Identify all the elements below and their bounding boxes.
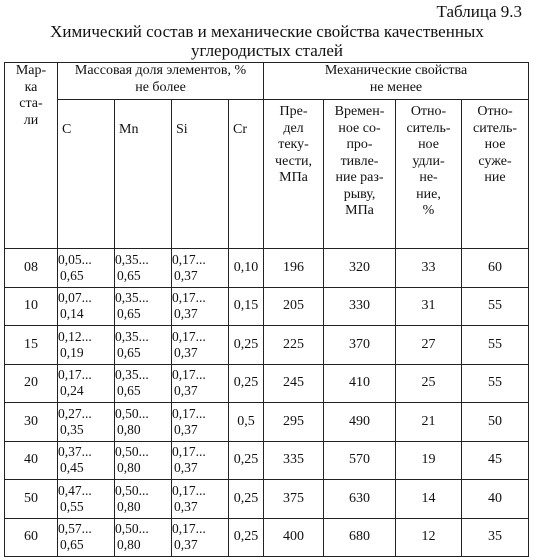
table-row [5, 287, 529, 326]
range-high: 0,80 [117, 460, 141, 476]
table-row [5, 364, 529, 403]
cell-cr: 0,25 [229, 364, 264, 403]
cell-mn [115, 287, 172, 326]
cell-tensile: 570 [324, 441, 396, 480]
cell-tensile: 490 [324, 403, 396, 442]
range-high: 0,14 [60, 306, 84, 322]
range-high: 0,65 [60, 537, 84, 553]
table-row [5, 249, 529, 288]
cell-yield: 196 [264, 249, 324, 288]
range-high: 0,19 [60, 344, 84, 360]
range-high: 0,37 [174, 421, 198, 437]
table-title [0, 22, 534, 60]
cell-c [58, 403, 115, 442]
cell-tensile: 680 [324, 518, 396, 557]
table-row [5, 480, 529, 519]
header-yield-strength: Пре- дел теку- чести, МПа [264, 100, 324, 249]
cell-yield: 400 [264, 518, 324, 557]
range-low: 0,57... [58, 521, 92, 537]
header-element-c: C [58, 100, 115, 249]
range-high: 0,55 [60, 498, 84, 514]
range-high: 0,65 [60, 267, 84, 283]
cell-elongation: 14 [396, 480, 462, 519]
cell-si [172, 364, 229, 403]
cell-mn [115, 364, 172, 403]
cell-reduction: 45 [462, 441, 529, 480]
range-high: 0,24 [60, 383, 84, 399]
cell-reduction: 35 [462, 518, 529, 557]
range-low: 0,17... [172, 367, 206, 383]
range-high: 0,35 [60, 421, 84, 437]
table-row [5, 326, 529, 365]
cell-cr: 0,25 [229, 441, 264, 480]
cell-tensile: 320 [324, 249, 396, 288]
table-row [5, 518, 529, 557]
range-high: 0,37 [174, 460, 198, 476]
header-elongation: Отно- ситель- ное удли- не- ние, % [396, 100, 462, 249]
cell-elongation: 19 [396, 441, 462, 480]
table-title-line: углеродистых сталей [190, 41, 344, 60]
range-low: 0,35... [115, 251, 149, 267]
cell-elongation: 27 [396, 326, 462, 365]
range-low: 0,47... [58, 482, 92, 498]
cell-c [58, 441, 115, 480]
header-element-cr: Cr [229, 100, 264, 249]
cell-cr: 0,25 [229, 480, 264, 519]
cell-grade: 30 [5, 403, 58, 442]
cell-cr: 0,25 [229, 326, 264, 365]
cell-cr: 0,15 [229, 287, 264, 326]
header-elements-group: Массовая доля элементов, % не более [58, 63, 264, 100]
cell-tensile: 630 [324, 480, 396, 519]
range-high: 0,37 [174, 344, 198, 360]
cell-si [172, 480, 229, 519]
range-low: 0,35... [115, 290, 149, 306]
cell-reduction: 50 [462, 403, 529, 442]
range-low: 0,37... [58, 444, 92, 460]
range-low: 0,50... [115, 405, 149, 421]
cell-elongation: 21 [396, 403, 462, 442]
cell-grade: 60 [5, 518, 58, 557]
cell-mn [115, 518, 172, 557]
header-mechanical-group: Механические свойства не менее [264, 63, 529, 100]
range-low: 0,12... [58, 328, 92, 344]
range-high: 0,80 [117, 498, 141, 514]
cell-yield: 245 [264, 364, 324, 403]
range-high: 0,37 [174, 498, 198, 514]
cell-yield: 335 [264, 441, 324, 480]
header-element-mn: Mn [115, 100, 172, 249]
cell-cr: 0,10 [229, 249, 264, 288]
cell-cr: 0,25 [229, 518, 264, 557]
range-low: 0,17... [172, 251, 206, 267]
cell-c [58, 518, 115, 557]
range-low: 0,17... [172, 405, 206, 421]
range-low: 0,27... [58, 405, 92, 421]
cell-reduction: 55 [462, 364, 529, 403]
range-low: 0,17... [172, 328, 206, 344]
cell-yield: 225 [264, 326, 324, 365]
header-tensile-strength: Времен- ное со- про- тивле- ние раз- рыву, МПа [324, 100, 396, 249]
cell-grade: 40 [5, 441, 58, 480]
steel-properties-table [4, 62, 529, 557]
header-reduction: Отно- ситель- ное суже- ние [462, 100, 529, 249]
cell-mn [115, 441, 172, 480]
range-low: 0,17... [172, 482, 206, 498]
range-low: 0,50... [115, 521, 149, 537]
table-row [5, 403, 529, 442]
cell-reduction: 55 [462, 287, 529, 326]
cell-si [172, 518, 229, 557]
range-high: 0,37 [174, 306, 198, 322]
range-high: 0,37 [174, 267, 198, 283]
cell-tensile: 370 [324, 326, 396, 365]
cell-si [172, 441, 229, 480]
cell-mn [115, 326, 172, 365]
range-high: 0,80 [117, 421, 141, 437]
table-title-line: Химический состав и механические свойства качественных [50, 22, 484, 41]
range-high: 0,65 [117, 344, 141, 360]
cell-yield: 295 [264, 403, 324, 442]
range-high: 0,37 [174, 537, 198, 553]
cell-si [172, 287, 229, 326]
range-low: 0,05... [58, 251, 92, 267]
cell-tensile: 330 [324, 287, 396, 326]
cell-mn [115, 480, 172, 519]
range-low: 0,07... [58, 290, 92, 306]
cell-elongation: 33 [396, 249, 462, 288]
range-high: 0,80 [117, 537, 141, 553]
cell-c [58, 249, 115, 288]
range-high: 0,37 [174, 383, 198, 399]
range-high: 0,45 [60, 460, 84, 476]
cell-elongation: 12 [396, 518, 462, 557]
range-low: 0,35... [115, 328, 149, 344]
table-row [5, 441, 529, 480]
cell-cr: 0,5 [229, 403, 264, 442]
cell-grade: 08 [5, 249, 58, 288]
cell-si [172, 249, 229, 288]
cell-grade: 10 [5, 287, 58, 326]
range-low: 0,50... [115, 482, 149, 498]
cell-c [58, 480, 115, 519]
range-low: 0,17... [58, 367, 92, 383]
cell-c [58, 326, 115, 365]
range-low: 0,35... [115, 367, 149, 383]
cell-yield: 205 [264, 287, 324, 326]
cell-si [172, 403, 229, 442]
range-low: 0,17... [172, 444, 206, 460]
cell-elongation: 31 [396, 287, 462, 326]
cell-c [58, 364, 115, 403]
range-low: 0,50... [115, 444, 149, 460]
cell-mn [115, 249, 172, 288]
range-low: 0,17... [172, 521, 206, 537]
cell-reduction: 60 [462, 249, 529, 288]
cell-reduction: 55 [462, 326, 529, 365]
cell-mn [115, 403, 172, 442]
range-high: 0,65 [117, 267, 141, 283]
cell-grade: 15 [5, 326, 58, 365]
cell-tensile: 410 [324, 364, 396, 403]
cell-grade: 50 [5, 480, 58, 519]
cell-reduction: 40 [462, 480, 529, 519]
cell-c [58, 287, 115, 326]
range-high: 0,65 [117, 306, 141, 322]
range-high: 0,65 [117, 383, 141, 399]
header-grade: Мар- ка ста- ли [5, 63, 58, 249]
table-number: Таблица 9.3 [436, 2, 522, 21]
cell-yield: 375 [264, 480, 324, 519]
cell-grade: 20 [5, 364, 58, 403]
range-low: 0,17... [172, 290, 206, 306]
header-element-si: Si [172, 100, 229, 249]
cell-elongation: 25 [396, 364, 462, 403]
cell-si [172, 326, 229, 365]
